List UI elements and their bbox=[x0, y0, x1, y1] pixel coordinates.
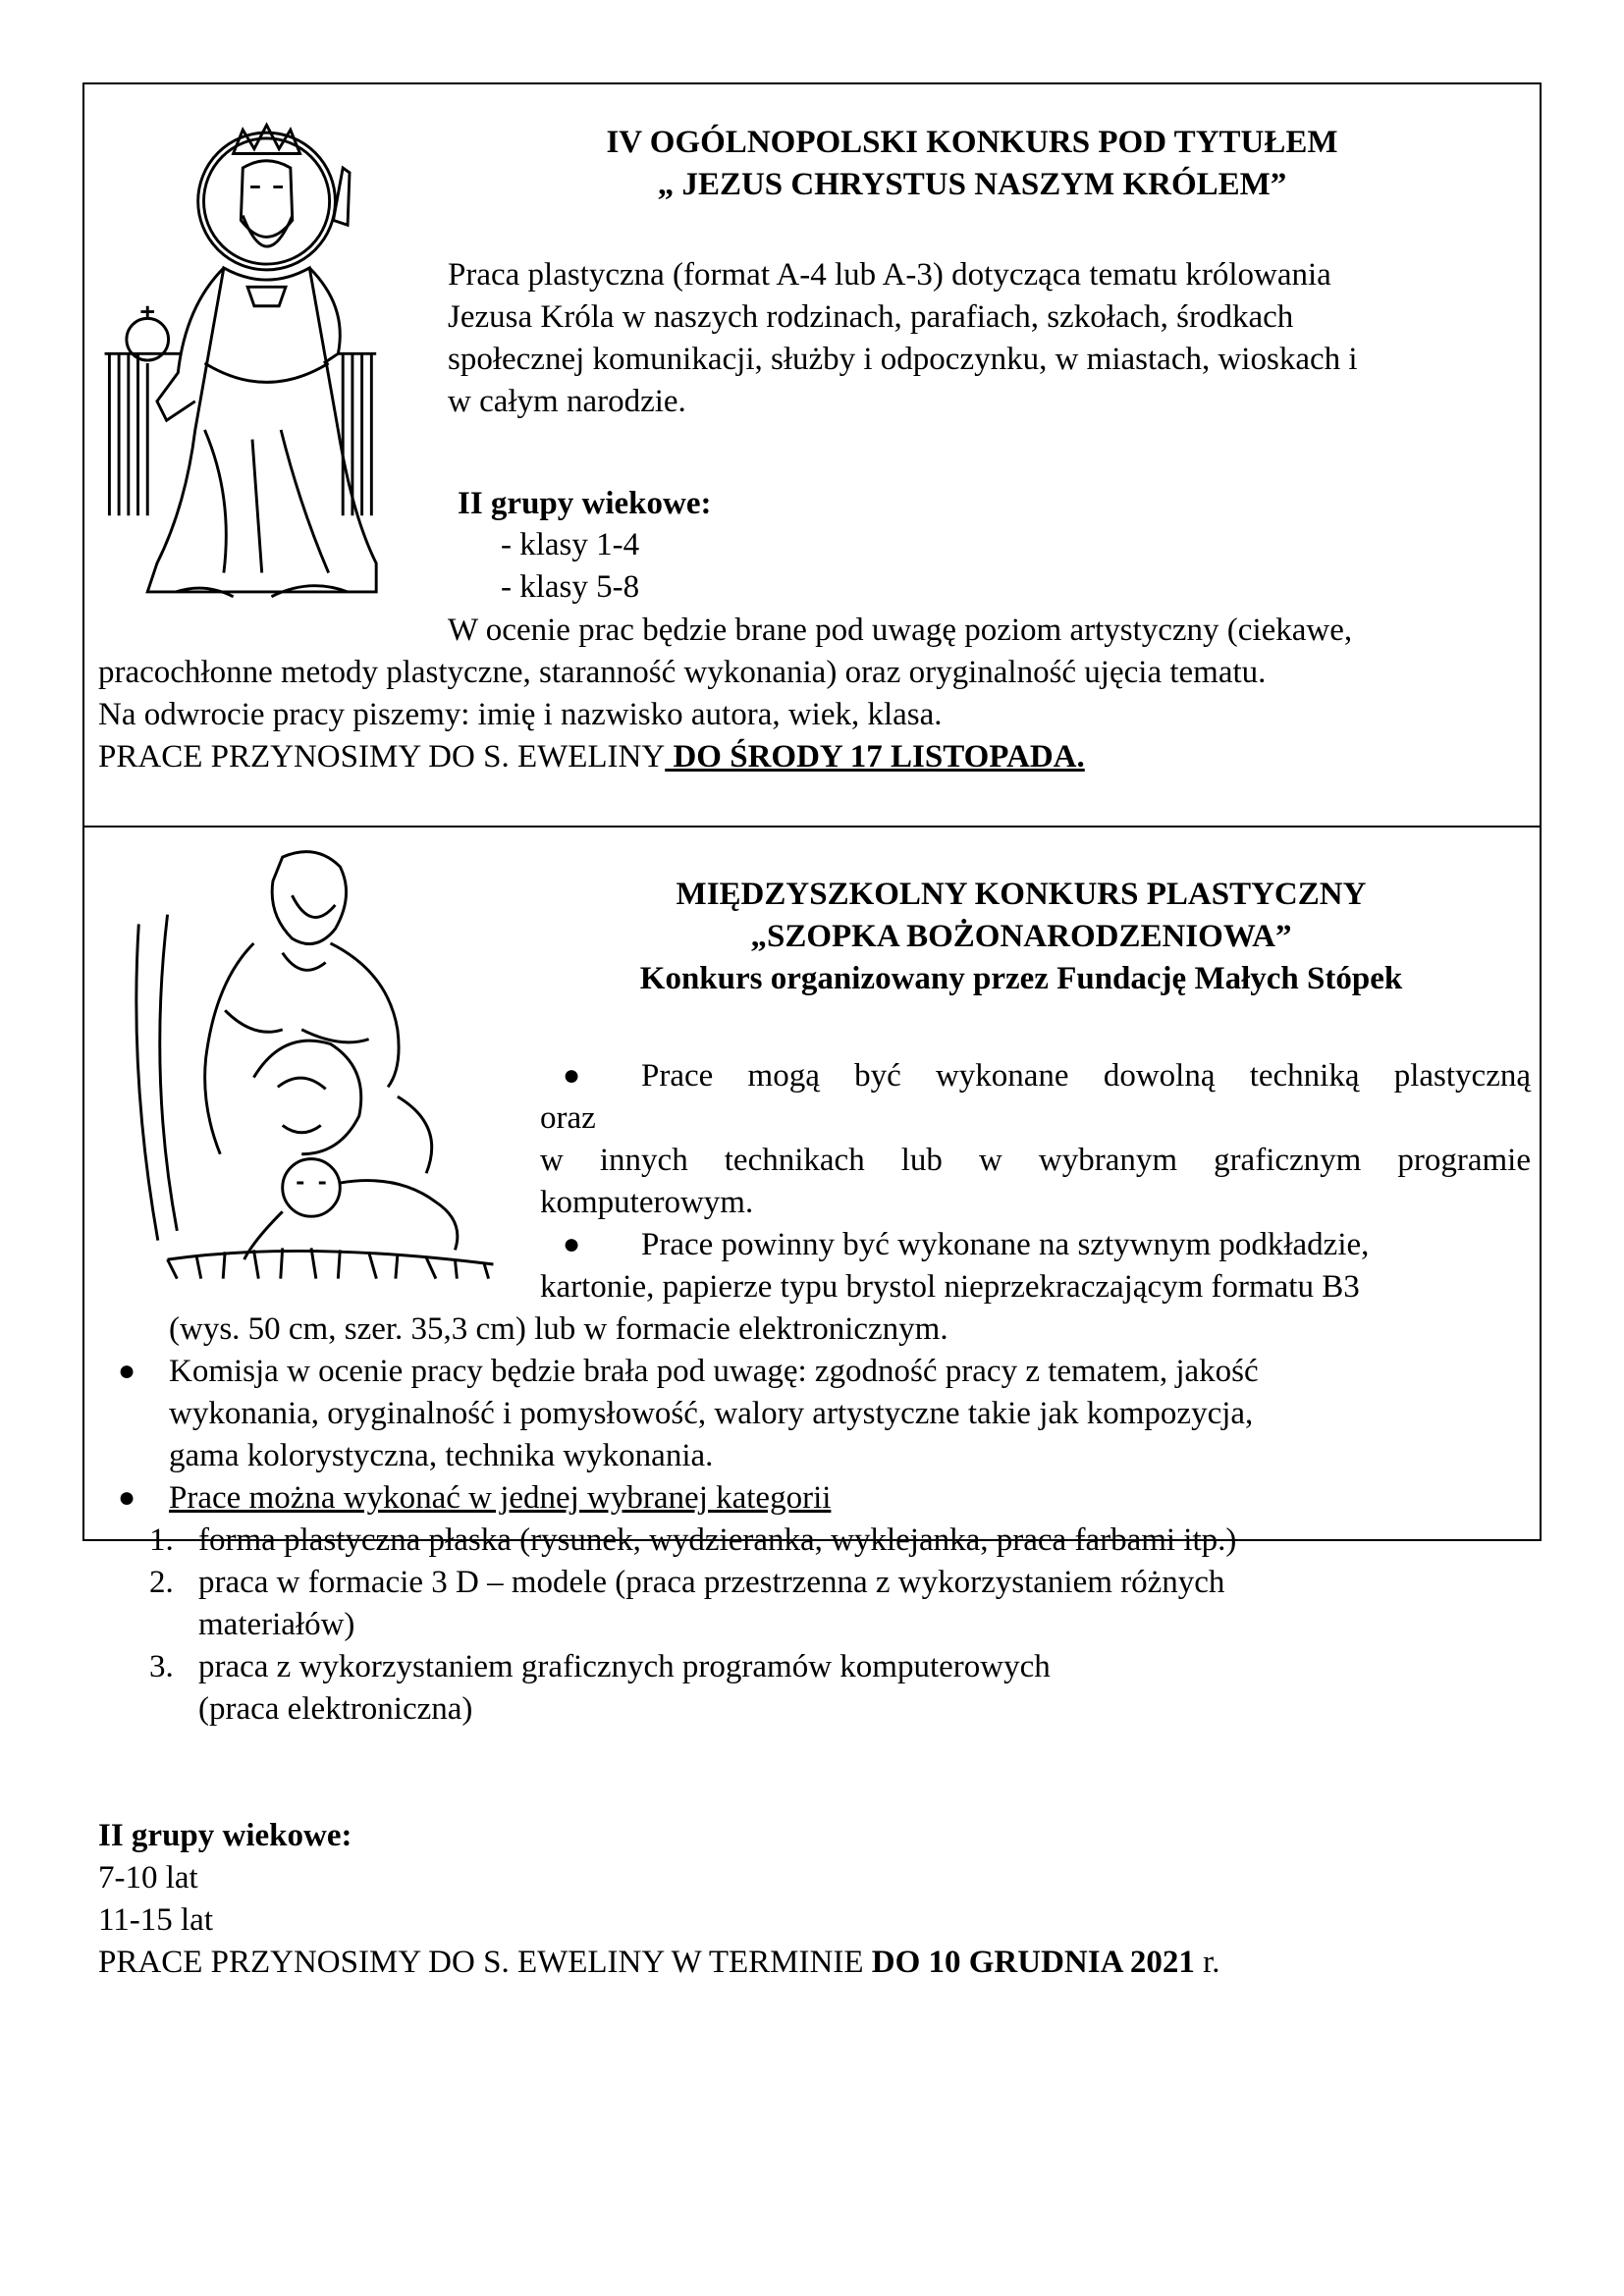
bullet-icon: ● bbox=[118, 1481, 136, 1514]
contest2-deadline-prefix: PRACE PRZYNOSIMY DO S. EWELINY W TERMINIE bbox=[98, 1945, 872, 1980]
contest2-age-group: 11-15 lat bbox=[98, 1902, 213, 1938]
nativity-illustration bbox=[110, 837, 513, 1289]
christ-king-illustration bbox=[90, 108, 414, 618]
contest2-bullet4: Prace można wykonać w jednej wybranej kategorii bbox=[169, 1480, 832, 1516]
contest2-bullet2-line: kartonie, papierze typu brystol nieprzekraczającym formatu B3 bbox=[540, 1269, 1360, 1305]
contest1-description-line: społecznej komunikacji, służby i odpoczynku, w miastach, wioskach i bbox=[448, 342, 1358, 377]
contest1-evaluation-line: pracochłonne metody plastyczne, staranność wykonania) oraz oryginalność ujęcia tematu. bbox=[98, 655, 1267, 690]
contest2-bullet2-line: Prace powinny być wykonane na sztywnym podkładzie, bbox=[641, 1227, 1370, 1262]
contest2-bullet1-line: komputerowym. bbox=[540, 1185, 754, 1220]
contest1-age-groups-heading: II grupy wiekowe: bbox=[458, 486, 712, 521]
contest1-description-line: Jezusa Króla w naszych rodzinach, parafiach, szkołach, środkach bbox=[448, 299, 1294, 335]
category-number: 1. bbox=[149, 1522, 174, 1558]
contest1-deadline-prefix: PRACE PRZYNOSIMY DO S. EWELINY bbox=[98, 739, 666, 774]
contest1-deadline bbox=[98, 739, 1085, 774]
contest2-title-line2: „SZOPKA BOŻONARODZENIOWA” bbox=[750, 919, 1292, 954]
contest2-bullet2-line: (wys. 50 cm, szer. 35,3 cm) lub w formacie elektronicznym. bbox=[169, 1311, 948, 1347]
contest2-age-group: 7-10 lat bbox=[98, 1860, 198, 1896]
category-line: (praca elektroniczna) bbox=[198, 1691, 473, 1727]
contest1-title-line2: „ JEZUS CHRYSTUS NASZYM KRÓLEM” bbox=[657, 167, 1287, 202]
contest2-deadline-suffix: r. bbox=[1194, 1945, 1220, 1980]
contest2-bullet3-line: gama kolorystyczna, technika wykonania. bbox=[169, 1438, 714, 1473]
contest1-deadline-date: DO ŚRODY 17 LISTOPADA. bbox=[665, 739, 1085, 774]
bullet-icon: ● bbox=[563, 1228, 581, 1260]
contest2-title-line1: MIĘDZYSZKOLNY KONKURS PLASTYCZNY bbox=[676, 877, 1367, 912]
contest1-description-line: Praca plastyczna (format A-4 lub A-3) dotycząca tematu królowania bbox=[448, 257, 1331, 293]
contest2-deadline bbox=[98, 1945, 1220, 1980]
contest1-description-line: w całym narodzie. bbox=[448, 384, 686, 419]
contest1-age-group: - klasy 1-4 bbox=[501, 527, 640, 562]
contest2-bullet1-line: Prace mogą być wykonane dowolną techniką plastyczną bbox=[641, 1058, 1531, 1094]
contest1-title-line1: IV OGÓLNOPOLSKI KONKURS POD TYTUŁEM bbox=[606, 125, 1338, 160]
contest2-bullet1-line: oraz bbox=[540, 1100, 596, 1136]
category-line: materiałów) bbox=[198, 1607, 355, 1642]
contest2-bullet3-line: wykonania, oryginalność i pomysłowość, walory artystyczne takie jak kompozycja, bbox=[169, 1396, 1254, 1431]
contest1-evaluation-line: Na odwrocie pracy piszemy: imię i nazwisko autora, wiek, klasa. bbox=[98, 697, 943, 732]
section-divider bbox=[84, 826, 1540, 828]
category-line: praca w formacie 3 D – modele (praca przestrzenna z wykorzystaniem różnych bbox=[198, 1565, 1225, 1600]
category-line: praca z wykorzystaniem graficznych programów komputerowych bbox=[198, 1649, 1051, 1684]
category-number: 3. bbox=[149, 1649, 174, 1684]
bullet-icon: ● bbox=[118, 1355, 136, 1387]
category-number: 2. bbox=[149, 1565, 174, 1600]
contest2-deadline-date: DO 10 GRUDNIA 2021 bbox=[871, 1945, 1195, 1980]
category-line: forma plastyczna płaska (rysunek, wydzieranka, wyklejanka, praca farbami itp.) bbox=[198, 1522, 1237, 1558]
contest1-age-group: - klasy 5-8 bbox=[501, 569, 640, 605]
bullet-icon: ● bbox=[563, 1059, 581, 1092]
contest1-evaluation-line: W ocenie prac będzie brane pod uwagę poziom artystyczny (ciekawe, bbox=[448, 613, 1353, 648]
contest2-organizer: Konkurs organizowany przez Fundację Małych Stópek bbox=[639, 961, 1403, 996]
contest2-bullet3-line: Komisja w ocenie pracy będzie brała pod uwagę: zgodność pracy z tematem, jakość bbox=[169, 1354, 1259, 1389]
contest2-bullet1-line: w innych technikach lub w wybranym graficznym programie bbox=[540, 1143, 1531, 1178]
contest2-age-groups-heading: II grupy wiekowe: bbox=[98, 1818, 352, 1853]
